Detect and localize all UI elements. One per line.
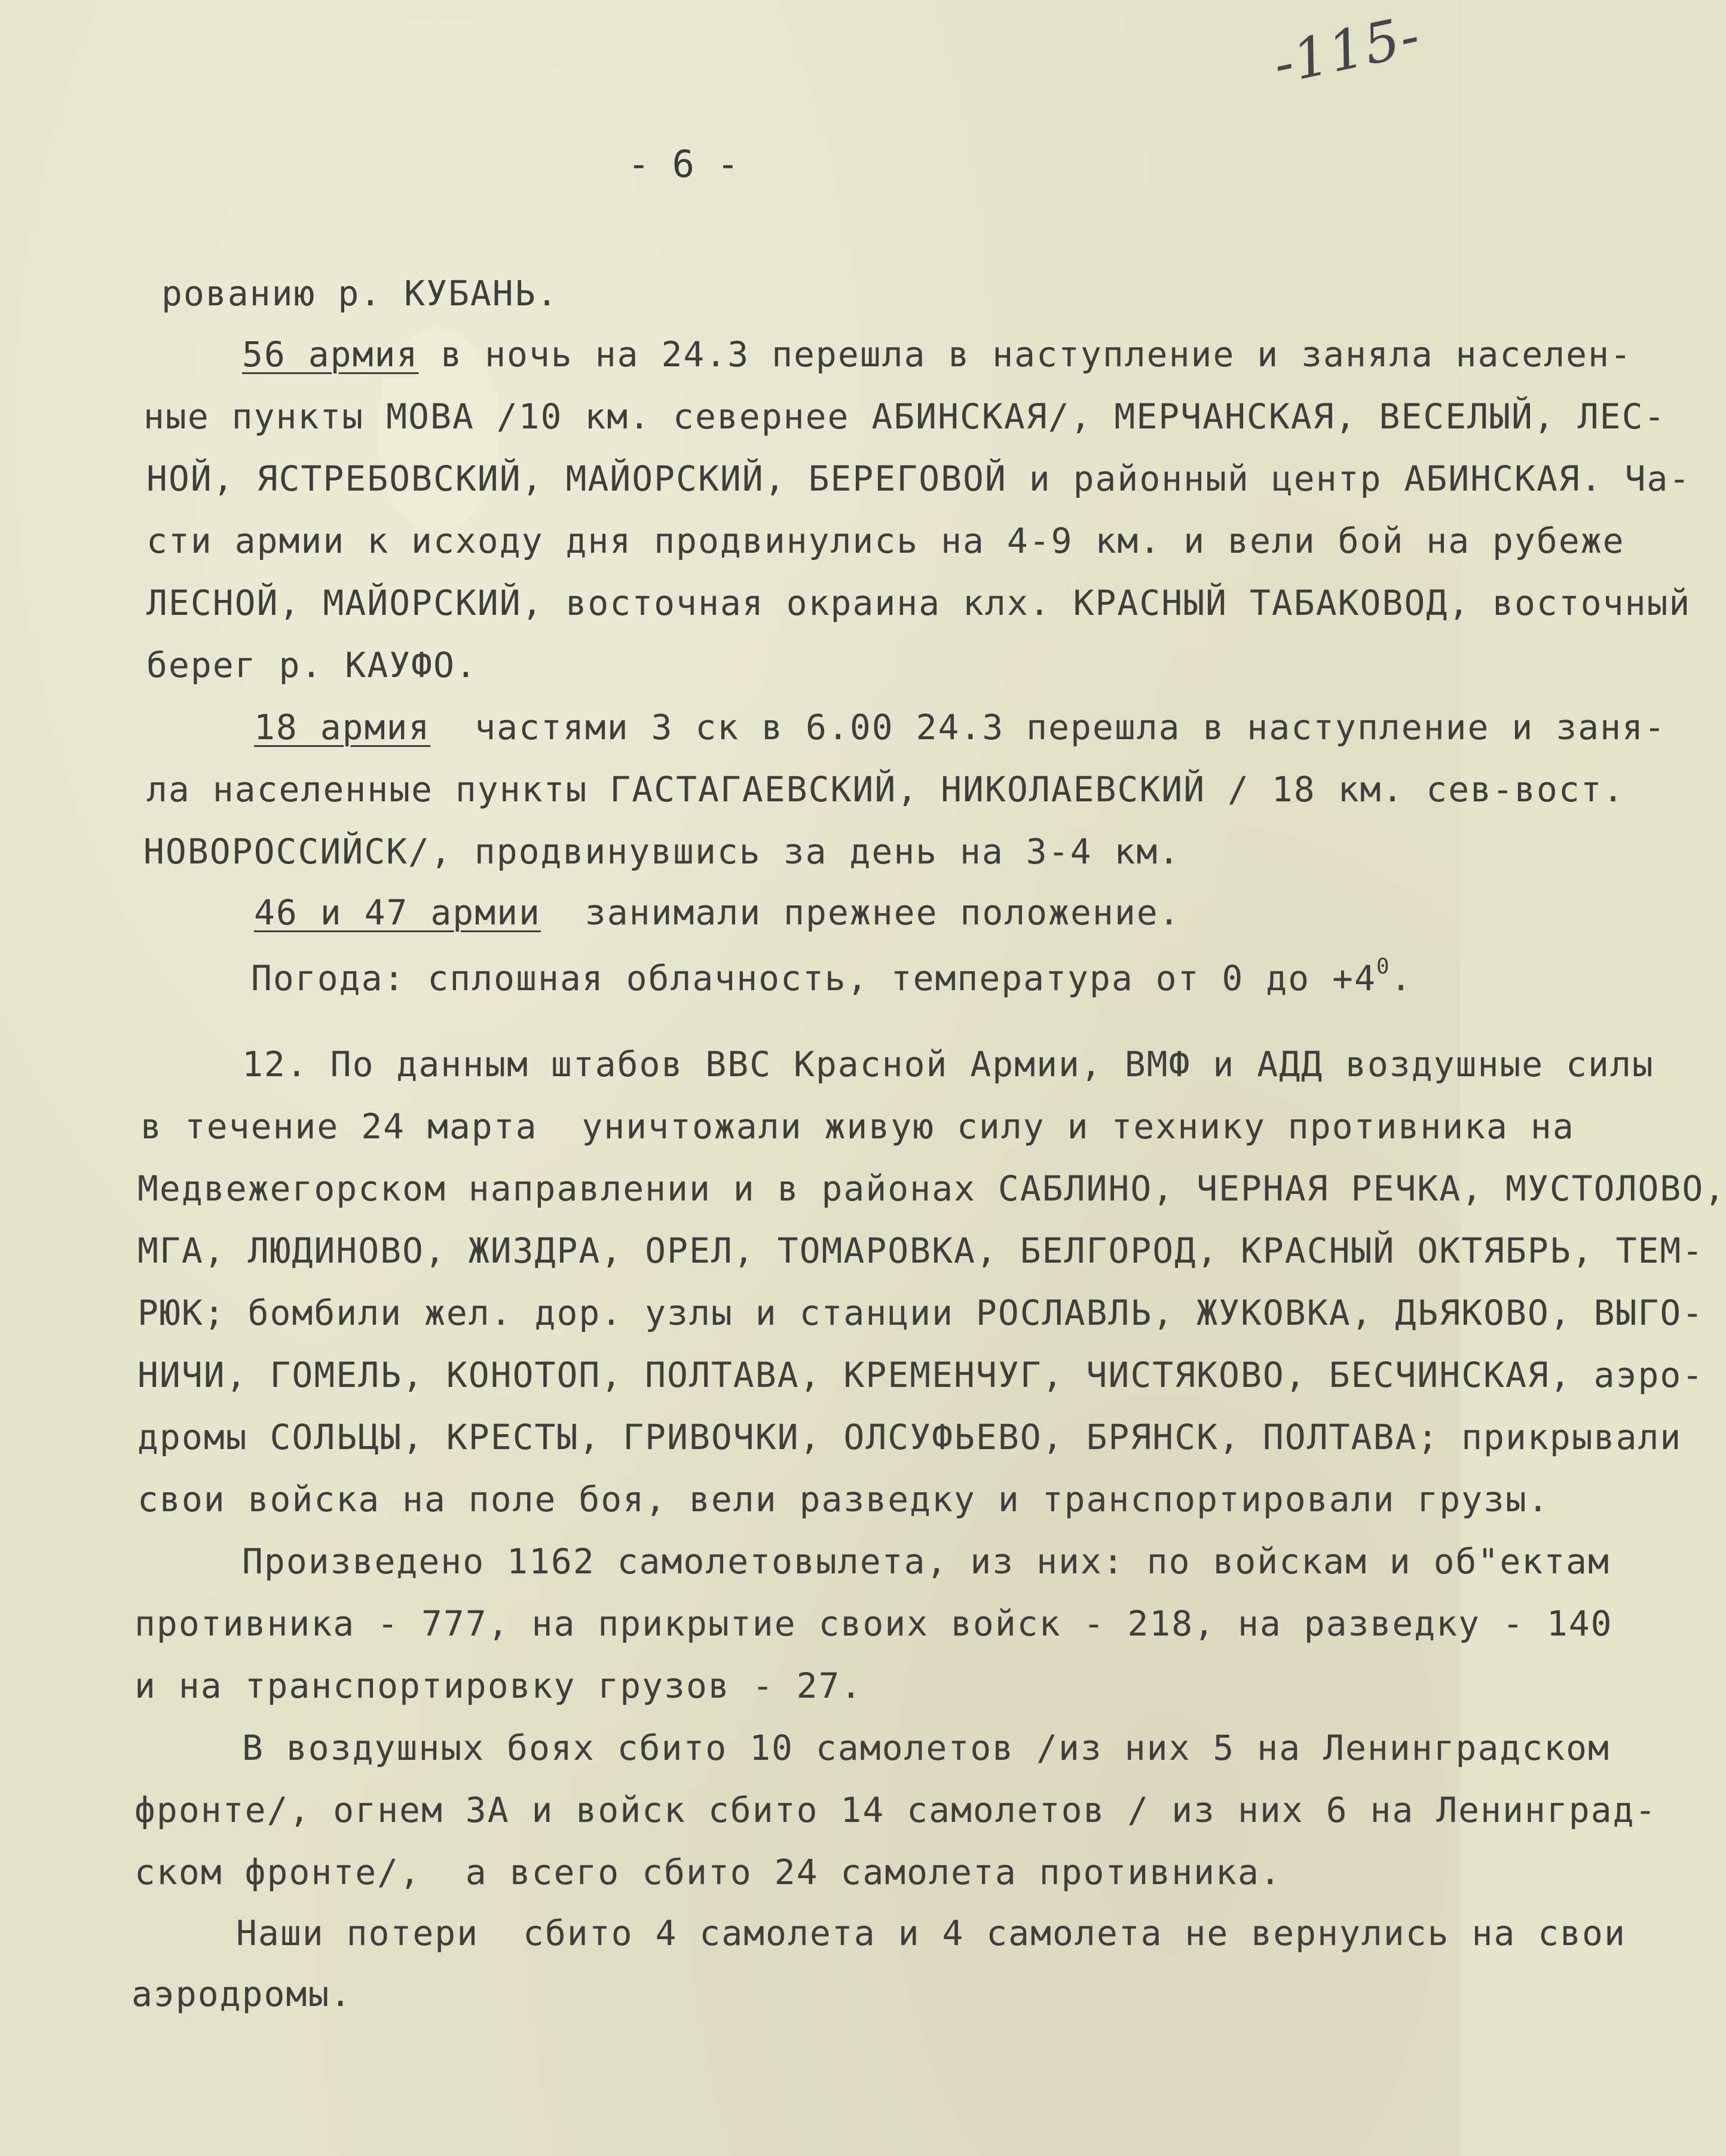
text-line: рованию р. КУБАНЬ. <box>161 273 559 314</box>
text-line: ском фронте/, а всего сбито 24 самолета противника. <box>134 1852 1282 1892</box>
text-line: в течение 24 марта уничтожали живую силу и технику противника на <box>140 1106 1575 1147</box>
text-line: дромы СОЛЬЦЫ, КРЕСТЫ, ГРИВОЧКИ, ОЛСУФЬЕВО, БРЯНСК, ПОЛТАВА; прикрывали <box>137 1417 1682 1457</box>
army-heading: 18 армия <box>254 707 431 748</box>
text-line: 18 армия частями 3 ск в 6.00 24.3 перешла в наступление и заня- <box>254 707 1666 748</box>
text-line: ла населенные пункты ГАСТАГАЕВСКИЙ, НИКОЛАЕВСКИЙ / 18 км. сев-вост. <box>146 769 1625 810</box>
army-heading: 56 армия <box>242 334 419 375</box>
folio-number: -115- <box>1268 3 1427 97</box>
page-number: - 6 - <box>628 142 739 186</box>
text-line: аэродромы. <box>131 1974 353 2014</box>
text-line: Медвежегорском направлении и в районах САБЛИНО, ЧЕРНАЯ РЕЧКА, МУСТОЛОВО, <box>137 1168 1726 1209</box>
army-heading: 46 и 47 армии <box>254 892 541 933</box>
text-line: ЛЕСНОЙ, МАЙОРСКИЙ, восточная окраина клх. КРАСНЫЙ ТАБАКОВОД, восточный <box>146 583 1691 623</box>
text-line: В воздушных боях сбито 10 самолетов /из них 5 на Ленинградском <box>242 1728 1610 1768</box>
text-line: МГА, ЛЮДИНОВО, ЖИЗДРА, ОРЕЛ, ТОМАРОВКА, БЕЛГОРОД, КРАСНЫЙ ОКТЯБРЬ, ТЕМ- <box>137 1230 1704 1271</box>
text-line: НОЙ, ЯСТРЕБОВСКИЙ, МАЙОРСКИЙ, БЕРЕГОВОЙ и районный центр АБИНСКАЯ. Ча- <box>146 458 1691 499</box>
text-line: Наши потери сбито 4 самолета и 4 самолета не вернулись на свои <box>236 1913 1626 1953</box>
text-line: Произведено 1162 самолетовылета, из них: по войскам и об"ектам <box>242 1541 1610 1582</box>
degree-mark: 0 <box>1376 954 1391 979</box>
text-line: ные пункты МОВА /10 км. севернее АБИНСКАЯ/, МЕРЧАНСКАЯ, ВЕСЕЛЫЙ, ЛЕС- <box>143 396 1666 437</box>
text-line: 56 армия в ночь на 24.3 перешла в наступление и заняла населен- <box>242 334 1632 375</box>
text-line: РЮК; бомбили жел. дор. узлы и станции РОСЛАВЛЬ, ЖУКОВКА, ДЬЯКОВО, ВЫГО- <box>137 1293 1704 1333</box>
text-line: фронте/, огнем ЗА и войск сбито 14 самолетов / из них 6 на Ленинград- <box>134 1790 1657 1830</box>
text-line: 46 и 47 армии занимали прежнее положение. <box>254 892 1181 933</box>
text-line: свои войска на поле боя, вели разведку и транспортировали грузы. <box>137 1479 1550 1520</box>
text-line: и на транспортировку грузов - 27. <box>134 1665 863 1706</box>
text-line: НОВОРОССИЙСК/, продвинувшись за день на 3-4 км. <box>143 831 1181 872</box>
text-line: противника - 777, на прикрытие своих войск - 218, на разведку - 140 <box>134 1603 1613 1644</box>
text-line: сти армии к исходу дня продвинулись на 4-9 км. и вели бой на рубеже <box>146 520 1625 561</box>
text-line: 12. По данным штабов ВВС Красной Армии, ВМФ и АДД воздушные силы <box>242 1044 1654 1085</box>
weather-line: Погода: сплошная облачность, температура от 0 до $+4^0$. <box>251 954 1413 999</box>
text-line: берег р. КАУФО. <box>146 645 478 685</box>
text-line: НИЧИ, ГОМЕЛЬ, КОНОТОП, ПОЛТАВА, КРЕМЕНЧУГ, ЧИСТЯКОВО, БЕСЧИНСКАЯ, аэро- <box>137 1355 1704 1395</box>
